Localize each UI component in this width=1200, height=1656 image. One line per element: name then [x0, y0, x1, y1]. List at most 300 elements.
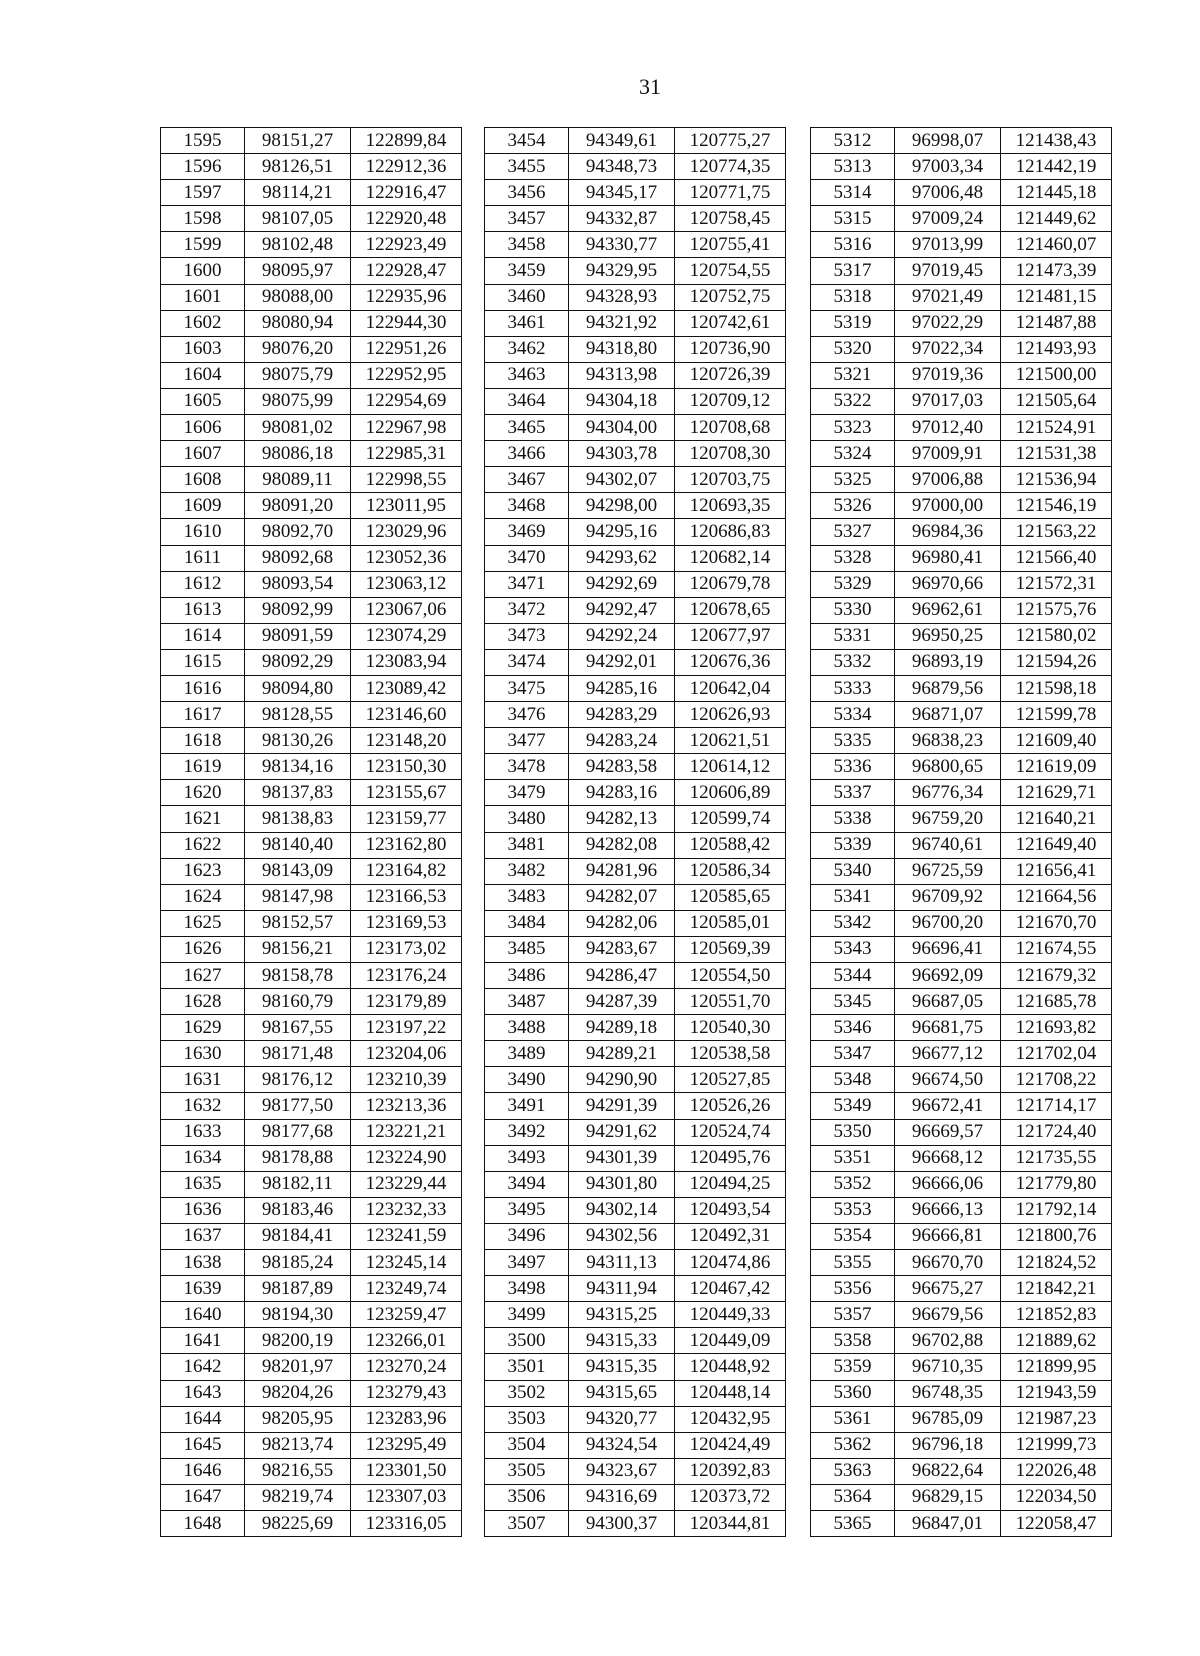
y-coordinate-cell: 120392,83	[675, 1458, 786, 1484]
point-number-cell: 3473	[485, 623, 569, 649]
x-coordinate-cell: 98177,68	[245, 1119, 351, 1145]
point-number-cell: 3495	[485, 1197, 569, 1223]
table-row	[161, 128, 462, 154]
table-row	[811, 128, 1112, 154]
x-coordinate-cell: 96668,12	[895, 1145, 1001, 1171]
y-coordinate-cell: 122058,47	[1001, 1510, 1112, 1536]
x-coordinate-cell: 94285,16	[569, 675, 675, 701]
table-row	[811, 1276, 1112, 1302]
x-coordinate-cell: 96725,59	[895, 858, 1001, 884]
y-coordinate-cell: 123283,96	[351, 1406, 462, 1432]
y-coordinate-cell: 120493,54	[675, 1197, 786, 1223]
point-number-cell: 1597	[161, 180, 245, 206]
x-coordinate-cell: 98092,68	[245, 545, 351, 571]
point-number-cell: 3456	[485, 180, 569, 206]
table-row	[485, 1406, 786, 1432]
y-coordinate-cell: 121735,55	[1001, 1145, 1112, 1171]
x-coordinate-cell: 94292,47	[569, 597, 675, 623]
point-number-cell: 1595	[161, 128, 245, 154]
table-row	[161, 1328, 462, 1354]
y-coordinate-cell: 121670,70	[1001, 910, 1112, 936]
point-number-cell: 1626	[161, 936, 245, 962]
table-row	[485, 1354, 786, 1380]
y-coordinate-cell: 122899,84	[351, 128, 462, 154]
y-coordinate-cell: 122954,69	[351, 388, 462, 414]
x-coordinate-cell: 94316,69	[569, 1484, 675, 1510]
x-coordinate-cell: 98088,00	[245, 284, 351, 310]
point-number-cell: 1648	[161, 1510, 245, 1536]
x-coordinate-cell: 97021,49	[895, 284, 1001, 310]
x-coordinate-cell: 97019,45	[895, 258, 1001, 284]
y-coordinate-cell: 120467,42	[675, 1276, 786, 1302]
point-number-cell: 1635	[161, 1171, 245, 1197]
point-number-cell: 1611	[161, 545, 245, 571]
table-row	[161, 1067, 462, 1093]
y-coordinate-cell: 121599,78	[1001, 702, 1112, 728]
point-number-cell: 5335	[811, 728, 895, 754]
point-number-cell: 5360	[811, 1380, 895, 1406]
point-number-cell: 5338	[811, 806, 895, 832]
point-number-cell: 3489	[485, 1041, 569, 1067]
x-coordinate-cell: 94332,87	[569, 206, 675, 232]
point-number-cell: 5321	[811, 362, 895, 388]
point-number-cell: 3498	[485, 1276, 569, 1302]
x-coordinate-cell: 96692,09	[895, 963, 1001, 989]
point-number-cell: 3502	[485, 1380, 569, 1406]
y-coordinate-cell: 120642,04	[675, 675, 786, 701]
x-coordinate-cell: 96759,20	[895, 806, 1001, 832]
x-coordinate-cell: 98137,83	[245, 780, 351, 806]
y-coordinate-cell: 120524,74	[675, 1119, 786, 1145]
point-number-cell: 3466	[485, 441, 569, 467]
x-coordinate-cell: 98158,78	[245, 963, 351, 989]
x-coordinate-cell: 94320,77	[569, 1406, 675, 1432]
x-coordinate-cell: 98167,55	[245, 1015, 351, 1041]
x-coordinate-cell: 98134,16	[245, 754, 351, 780]
table-row	[811, 180, 1112, 206]
point-number-cell: 3454	[485, 128, 569, 154]
x-coordinate-cell: 96674,50	[895, 1067, 1001, 1093]
x-coordinate-cell: 94282,07	[569, 884, 675, 910]
y-coordinate-cell: 120736,90	[675, 336, 786, 362]
y-coordinate-cell: 123307,03	[351, 1484, 462, 1510]
table-row	[811, 441, 1112, 467]
point-number-cell: 5327	[811, 519, 895, 545]
y-coordinate-cell: 123224,90	[351, 1145, 462, 1171]
point-number-cell: 5347	[811, 1041, 895, 1067]
y-coordinate-cell: 121999,73	[1001, 1432, 1112, 1458]
x-coordinate-cell: 94303,78	[569, 441, 675, 467]
table-row	[811, 1302, 1112, 1328]
point-number-cell: 5339	[811, 832, 895, 858]
x-coordinate-cell: 97012,40	[895, 415, 1001, 441]
y-coordinate-cell: 123213,36	[351, 1093, 462, 1119]
y-coordinate-cell: 123148,20	[351, 728, 462, 754]
table-row	[811, 780, 1112, 806]
table-row	[485, 388, 786, 414]
y-coordinate-cell: 121792,14	[1001, 1197, 1112, 1223]
table-row	[161, 1197, 462, 1223]
table-row	[485, 571, 786, 597]
x-coordinate-cell: 98143,09	[245, 858, 351, 884]
point-number-cell: 3471	[485, 571, 569, 597]
point-number-cell: 5330	[811, 597, 895, 623]
x-coordinate-cell: 94289,21	[569, 1041, 675, 1067]
point-number-cell: 3488	[485, 1015, 569, 1041]
x-coordinate-cell: 96666,81	[895, 1223, 1001, 1249]
y-coordinate-cell: 120679,78	[675, 571, 786, 597]
y-coordinate-cell: 121580,02	[1001, 623, 1112, 649]
y-coordinate-cell: 123067,06	[351, 597, 462, 623]
point-number-cell: 1632	[161, 1093, 245, 1119]
point-number-cell: 3481	[485, 832, 569, 858]
table-row	[485, 1145, 786, 1171]
table-row	[485, 1458, 786, 1484]
y-coordinate-cell: 123089,42	[351, 675, 462, 701]
point-number-cell: 5319	[811, 310, 895, 336]
table-row	[811, 858, 1112, 884]
table-row	[811, 1250, 1112, 1276]
point-number-cell: 3467	[485, 467, 569, 493]
coordinates-table-3	[810, 127, 1112, 1537]
table-row	[161, 989, 462, 1015]
table-row	[161, 754, 462, 780]
x-coordinate-cell: 94282,13	[569, 806, 675, 832]
page-number: 31	[639, 74, 661, 99]
table-row	[161, 441, 462, 467]
y-coordinate-cell: 121889,62	[1001, 1328, 1112, 1354]
point-number-cell: 1601	[161, 284, 245, 310]
y-coordinate-cell: 121674,55	[1001, 936, 1112, 962]
table-row	[161, 1510, 462, 1536]
x-coordinate-cell: 98171,48	[245, 1041, 351, 1067]
point-number-cell: 5326	[811, 493, 895, 519]
table-row	[811, 936, 1112, 962]
y-coordinate-cell: 123210,39	[351, 1067, 462, 1093]
y-coordinate-cell: 120494,25	[675, 1171, 786, 1197]
point-number-cell: 1603	[161, 336, 245, 362]
table-row	[811, 336, 1112, 362]
table-row	[811, 832, 1112, 858]
y-coordinate-cell: 121708,22	[1001, 1067, 1112, 1093]
table-row	[485, 206, 786, 232]
point-number-cell: 3459	[485, 258, 569, 284]
table-row	[485, 1432, 786, 1458]
y-coordinate-cell: 121619,09	[1001, 754, 1112, 780]
table-row	[161, 1458, 462, 1484]
x-coordinate-cell: 94328,93	[569, 284, 675, 310]
table-row	[161, 1145, 462, 1171]
point-number-cell: 1641	[161, 1328, 245, 1354]
point-number-cell: 3492	[485, 1119, 569, 1145]
y-coordinate-cell: 122928,47	[351, 258, 462, 284]
y-coordinate-cell: 121442,19	[1001, 154, 1112, 180]
x-coordinate-cell: 94287,39	[569, 989, 675, 1015]
x-coordinate-cell: 96677,12	[895, 1041, 1001, 1067]
table-row	[485, 1484, 786, 1510]
y-coordinate-cell: 123083,94	[351, 649, 462, 675]
point-number-cell: 5346	[811, 1015, 895, 1041]
table-row	[161, 388, 462, 414]
point-number-cell: 1642	[161, 1354, 245, 1380]
y-coordinate-cell: 121987,23	[1001, 1406, 1112, 1432]
point-number-cell: 1618	[161, 728, 245, 754]
table-row	[485, 780, 786, 806]
point-number-cell: 1600	[161, 258, 245, 284]
x-coordinate-cell: 97022,34	[895, 336, 1001, 362]
table-row	[485, 1015, 786, 1041]
point-number-cell: 5348	[811, 1067, 895, 1093]
x-coordinate-cell: 94318,80	[569, 336, 675, 362]
x-coordinate-cell: 98152,57	[245, 910, 351, 936]
y-coordinate-cell: 122985,31	[351, 441, 462, 467]
y-coordinate-cell: 121546,19	[1001, 493, 1112, 519]
point-number-cell: 3491	[485, 1093, 569, 1119]
table-row	[811, 154, 1112, 180]
table-row	[811, 1223, 1112, 1249]
x-coordinate-cell: 98075,99	[245, 388, 351, 414]
x-coordinate-cell: 98126,51	[245, 154, 351, 180]
y-coordinate-cell: 121852,83	[1001, 1302, 1112, 1328]
y-coordinate-cell: 123241,59	[351, 1223, 462, 1249]
y-coordinate-cell: 120526,26	[675, 1093, 786, 1119]
table-row	[485, 1223, 786, 1249]
x-coordinate-cell: 94313,98	[569, 362, 675, 388]
point-number-cell: 5350	[811, 1119, 895, 1145]
y-coordinate-cell: 120527,85	[675, 1067, 786, 1093]
table-row	[161, 180, 462, 206]
x-coordinate-cell: 96710,35	[895, 1354, 1001, 1380]
x-coordinate-cell: 96669,57	[895, 1119, 1001, 1145]
table-row	[161, 1484, 462, 1510]
table-row	[485, 519, 786, 545]
point-number-cell: 5323	[811, 415, 895, 441]
table-row	[161, 206, 462, 232]
table-row	[811, 1197, 1112, 1223]
table-row	[811, 571, 1112, 597]
x-coordinate-cell: 94315,25	[569, 1302, 675, 1328]
x-coordinate-cell: 96847,01	[895, 1510, 1001, 1536]
table-row	[161, 310, 462, 336]
x-coordinate-cell: 94315,33	[569, 1328, 675, 1354]
x-coordinate-cell: 94282,06	[569, 910, 675, 936]
point-number-cell: 3460	[485, 284, 569, 310]
y-coordinate-cell: 120606,89	[675, 780, 786, 806]
y-coordinate-cell: 123232,33	[351, 1197, 462, 1223]
point-number-cell: 5320	[811, 336, 895, 362]
y-coordinate-cell: 121714,17	[1001, 1093, 1112, 1119]
point-number-cell: 3507	[485, 1510, 569, 1536]
x-coordinate-cell: 98156,21	[245, 936, 351, 962]
y-coordinate-cell: 121481,15	[1001, 284, 1112, 310]
y-coordinate-cell: 120614,12	[675, 754, 786, 780]
point-number-cell: 1639	[161, 1276, 245, 1302]
table-row	[811, 702, 1112, 728]
y-coordinate-cell: 120449,33	[675, 1302, 786, 1328]
table-row	[161, 336, 462, 362]
x-coordinate-cell: 98225,69	[245, 1510, 351, 1536]
x-coordinate-cell: 94293,62	[569, 545, 675, 571]
y-coordinate-cell: 121563,22	[1001, 519, 1112, 545]
x-coordinate-cell: 98081,02	[245, 415, 351, 441]
y-coordinate-cell: 123295,49	[351, 1432, 462, 1458]
y-coordinate-cell: 121575,76	[1001, 597, 1112, 623]
point-number-cell: 1638	[161, 1250, 245, 1276]
table-row	[485, 1119, 786, 1145]
y-coordinate-cell: 121679,32	[1001, 963, 1112, 989]
table-row	[161, 258, 462, 284]
y-coordinate-cell: 120621,51	[675, 728, 786, 754]
x-coordinate-cell: 96672,41	[895, 1093, 1001, 1119]
point-number-cell: 3486	[485, 963, 569, 989]
y-coordinate-cell: 120709,12	[675, 388, 786, 414]
y-coordinate-cell: 120678,65	[675, 597, 786, 623]
point-number-cell: 5322	[811, 388, 895, 414]
x-coordinate-cell: 94283,24	[569, 728, 675, 754]
x-coordinate-cell: 94311,13	[569, 1250, 675, 1276]
x-coordinate-cell: 94323,67	[569, 1458, 675, 1484]
point-number-cell: 1613	[161, 597, 245, 623]
table-row	[485, 310, 786, 336]
x-coordinate-cell: 94291,39	[569, 1093, 675, 1119]
x-coordinate-cell: 96822,64	[895, 1458, 1001, 1484]
point-number-cell: 5332	[811, 649, 895, 675]
table-row	[485, 936, 786, 962]
table-row	[811, 388, 1112, 414]
y-coordinate-cell: 123266,01	[351, 1328, 462, 1354]
x-coordinate-cell: 94295,16	[569, 519, 675, 545]
point-number-cell: 3458	[485, 232, 569, 258]
x-coordinate-cell: 98092,70	[245, 519, 351, 545]
y-coordinate-cell: 120344,81	[675, 1510, 786, 1536]
x-coordinate-cell: 98092,29	[245, 649, 351, 675]
point-number-cell: 3500	[485, 1328, 569, 1354]
x-coordinate-cell: 98204,26	[245, 1380, 351, 1406]
x-coordinate-cell: 98091,59	[245, 623, 351, 649]
x-coordinate-cell: 97019,36	[895, 362, 1001, 388]
y-coordinate-cell: 120448,92	[675, 1354, 786, 1380]
y-coordinate-cell: 120686,83	[675, 519, 786, 545]
table-row	[485, 754, 786, 780]
point-number-cell: 1605	[161, 388, 245, 414]
table-row	[485, 545, 786, 571]
x-coordinate-cell: 96666,06	[895, 1171, 1001, 1197]
y-coordinate-cell: 121449,62	[1001, 206, 1112, 232]
y-coordinate-cell: 123150,30	[351, 754, 462, 780]
y-coordinate-cell: 120774,35	[675, 154, 786, 180]
x-coordinate-cell: 94282,08	[569, 832, 675, 858]
table-row	[811, 1093, 1112, 1119]
point-number-cell: 1646	[161, 1458, 245, 1484]
table-row	[161, 1093, 462, 1119]
table-row	[161, 1406, 462, 1432]
y-coordinate-cell: 121779,80	[1001, 1171, 1112, 1197]
point-number-cell: 3455	[485, 154, 569, 180]
point-number-cell: 5349	[811, 1093, 895, 1119]
x-coordinate-cell: 97006,88	[895, 467, 1001, 493]
y-coordinate-cell: 121473,39	[1001, 258, 1112, 284]
point-number-cell: 1630	[161, 1041, 245, 1067]
table-row	[485, 1276, 786, 1302]
point-number-cell: 3474	[485, 649, 569, 675]
x-coordinate-cell: 98160,79	[245, 989, 351, 1015]
point-number-cell: 5355	[811, 1250, 895, 1276]
y-coordinate-cell: 120599,74	[675, 806, 786, 832]
table-row	[811, 493, 1112, 519]
table-row	[485, 1171, 786, 1197]
y-coordinate-cell: 120677,97	[675, 623, 786, 649]
point-number-cell: 5364	[811, 1484, 895, 1510]
y-coordinate-cell: 120771,75	[675, 180, 786, 206]
y-coordinate-cell: 120676,36	[675, 649, 786, 675]
table-row	[485, 1197, 786, 1223]
x-coordinate-cell: 98075,79	[245, 362, 351, 388]
y-coordinate-cell: 121685,78	[1001, 989, 1112, 1015]
point-number-cell: 3472	[485, 597, 569, 623]
table-row	[811, 675, 1112, 701]
x-coordinate-cell: 98185,24	[245, 1250, 351, 1276]
y-coordinate-cell: 121524,91	[1001, 415, 1112, 441]
x-coordinate-cell: 96893,19	[895, 649, 1001, 675]
point-number-cell: 5334	[811, 702, 895, 728]
x-coordinate-cell: 94349,61	[569, 128, 675, 154]
y-coordinate-cell: 120554,50	[675, 963, 786, 989]
y-coordinate-cell: 121566,40	[1001, 545, 1112, 571]
table-row	[811, 206, 1112, 232]
point-number-cell: 3497	[485, 1250, 569, 1276]
y-coordinate-cell: 121531,38	[1001, 441, 1112, 467]
table-row	[485, 858, 786, 884]
y-coordinate-cell: 123249,74	[351, 1276, 462, 1302]
table-row	[485, 675, 786, 701]
table-row	[811, 1041, 1112, 1067]
x-coordinate-cell: 94292,01	[569, 649, 675, 675]
point-number-cell: 5352	[811, 1171, 895, 1197]
x-coordinate-cell: 98094,80	[245, 675, 351, 701]
point-number-cell: 3457	[485, 206, 569, 232]
table-row	[485, 806, 786, 832]
table-row	[161, 1223, 462, 1249]
table-row	[485, 832, 786, 858]
point-number-cell: 1627	[161, 963, 245, 989]
table-row	[485, 154, 786, 180]
point-number-cell: 5314	[811, 180, 895, 206]
x-coordinate-cell: 98151,27	[245, 128, 351, 154]
table-row	[485, 1302, 786, 1328]
point-number-cell: 3494	[485, 1171, 569, 1197]
table-row	[161, 545, 462, 571]
y-coordinate-cell: 121640,21	[1001, 806, 1112, 832]
point-number-cell: 5316	[811, 232, 895, 258]
y-coordinate-cell: 120693,35	[675, 493, 786, 519]
x-coordinate-cell: 98182,11	[245, 1171, 351, 1197]
point-number-cell: 3501	[485, 1354, 569, 1380]
point-number-cell: 3476	[485, 702, 569, 728]
y-coordinate-cell: 120726,39	[675, 362, 786, 388]
table-row	[485, 1510, 786, 1536]
x-coordinate-cell: 94348,73	[569, 154, 675, 180]
table-row	[485, 258, 786, 284]
table-row	[485, 649, 786, 675]
table-row	[485, 728, 786, 754]
point-number-cell: 5317	[811, 258, 895, 284]
x-coordinate-cell: 94315,35	[569, 1354, 675, 1380]
point-number-cell: 1624	[161, 884, 245, 910]
point-number-cell: 1643	[161, 1380, 245, 1406]
table-row	[161, 571, 462, 597]
table-row	[811, 415, 1112, 441]
x-coordinate-cell: 98200,19	[245, 1328, 351, 1354]
